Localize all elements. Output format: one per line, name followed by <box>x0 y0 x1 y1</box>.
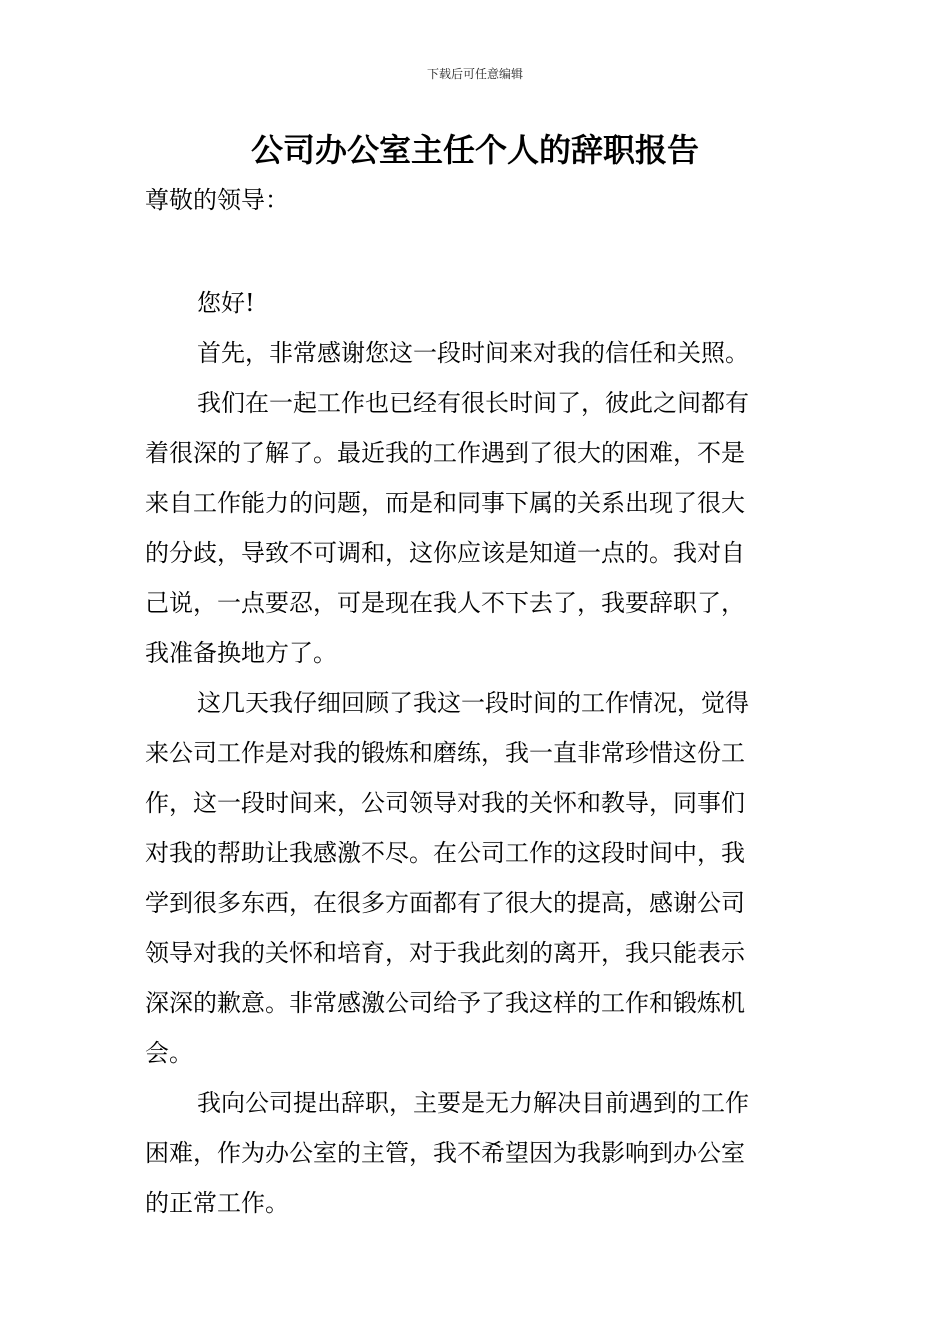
letter-body <box>145 278 807 1228</box>
greeting: 您好! <box>197 289 255 317</box>
paragraph-3: 这几天我仔细回顾了我这一段时间的工作情况，觉得 来公司工作是对我的锻炼和磨练，我一直非常珍惜这份工 作，这一段时间来，公司领导对我的关怀和教导，同事们 对我的帮助让我感激不尽。在公司工作的这段时间中，我 学到很多东西，在很多方面都有了很大的提高，感谢公司 领导对我的关怀和培育，对于我此刻的离开，我只能表示 深深的歉意。非常感激公司给予了我这样的工作和锻炼机 会。 <box>145 689 749 1067</box>
paragraph-2: 我们在一起工作也已经有很长时间了，彼此之间都有 着很深的了解了。最近我的工作遇到了很大的困难，不是 来自工作能力的问题，而是和同事下属的关系出现了很大 的分歧，导致不可调和，这你应该是知道一点的。我对自 己说，一点要忍，可是现在我人不下去了，我要辞职了， 我准备换地方了。 <box>145 389 749 667</box>
salutation: 尊敬的领导： <box>145 186 289 214</box>
document-title: 公司办公室主任个人的辞职报告 <box>250 131 699 169</box>
header-note: 下载后可任意编辑 <box>426 67 523 81</box>
paragraph-1: 首先，非常感谢您这一段时间来对我的信任和关照。 <box>197 339 749 367</box>
paragraph-4: 我向公司提出辞职，主要是无力解决目前遇到的工作 困难，作为办公室的主管，我不希望因为我影响到办公室 的正常工作。 <box>145 1089 749 1217</box>
